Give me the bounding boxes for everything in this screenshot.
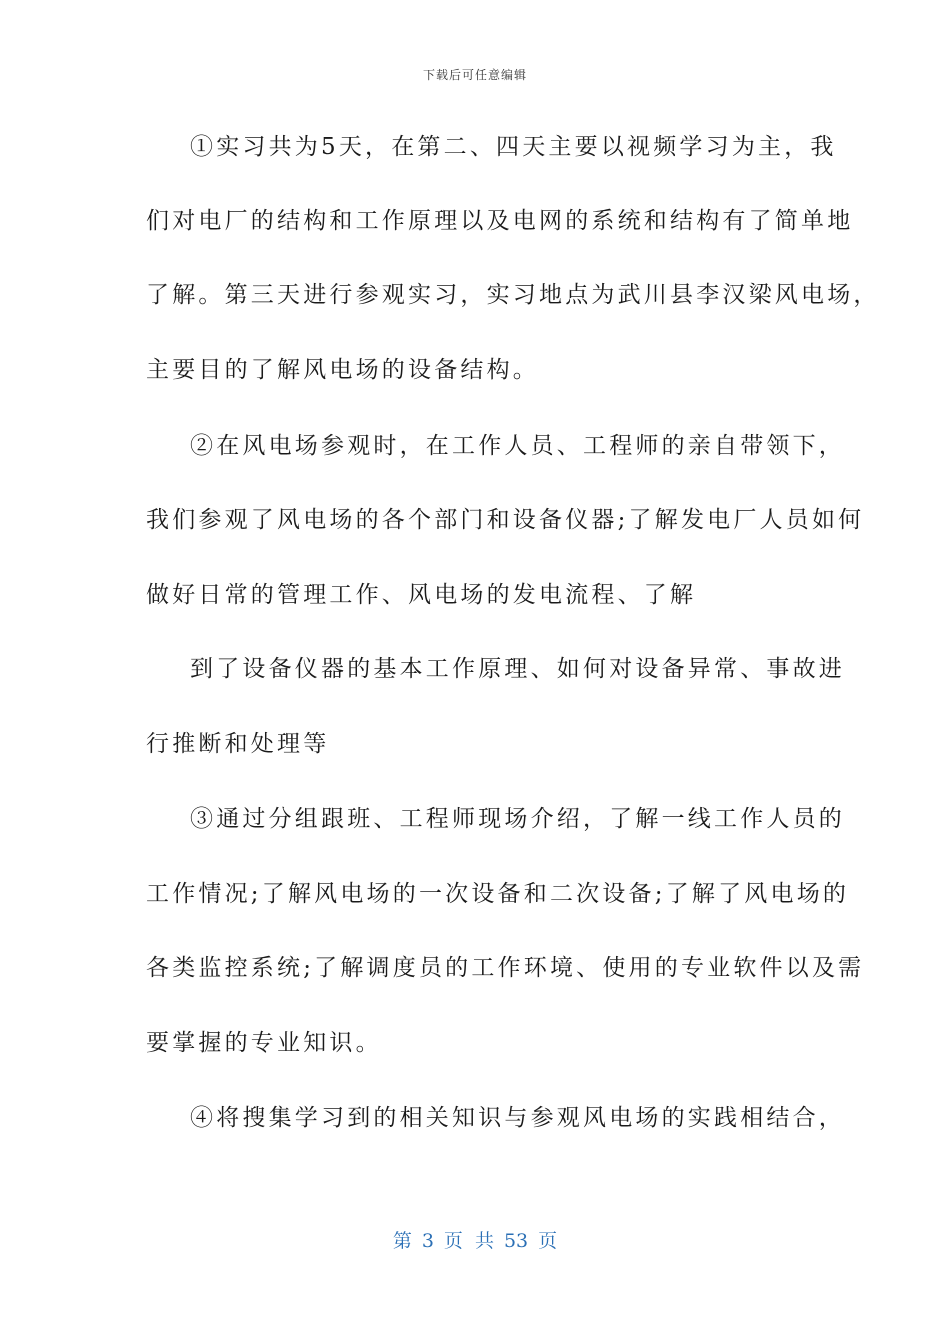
text-line: 我们参观了风电场的各个部门和设备仪器;了解发电厂人员如何 [146, 507, 865, 533]
text-line: 了解。第三天进行参观实习，实习地点为武川县李汉梁风电场， [146, 282, 880, 308]
text-line: 行推断和处理等 [146, 731, 330, 757]
header-note: 下载后可任意编辑 [422, 68, 527, 82]
total-pages-number: 53 [503, 1230, 529, 1252]
text-line: 主要目的了解风电场的设备结构。 [146, 357, 539, 383]
text-line: 们对电厂的结构和工作原理以及电网的系统和结构有了简单地 [146, 208, 854, 234]
text-line: 到了设备仪器的基本工作原理、如何对设备异常、事故进 [190, 656, 845, 682]
text-line: ③通过分组跟班、工程师现场介绍，了解一线工作人员的 [190, 806, 845, 832]
text-line: 工作情况;了解风电场的一次设备和二次设备;了解了风电场的 [146, 881, 850, 907]
text-line: ①实习共为5天，在第二、四天主要以视频学习为主，我 [190, 134, 837, 160]
footer-suffix: 页 [538, 1230, 558, 1252]
footer-middle: 页 共 [443, 1230, 494, 1252]
text-line: 做好日常的管理工作、风电场的发电流程、了解 [146, 582, 697, 608]
text-line: ④将搜集学习到的相关知识与参观风电场的实践相结合， [190, 1105, 845, 1131]
text-line: ②在风电场参观时，在工作人员、工程师的亲自带领下， [190, 433, 845, 459]
page-number-footer [0, 1226, 950, 1253]
footer-prefix: 第 [392, 1230, 412, 1252]
current-page-number: 3 [421, 1230, 434, 1252]
text-line: 要掌握的专业知识。 [146, 1030, 382, 1056]
text-line: 各类监控系统;了解调度员的工作环境、使用的专业软件以及需 [146, 955, 865, 981]
